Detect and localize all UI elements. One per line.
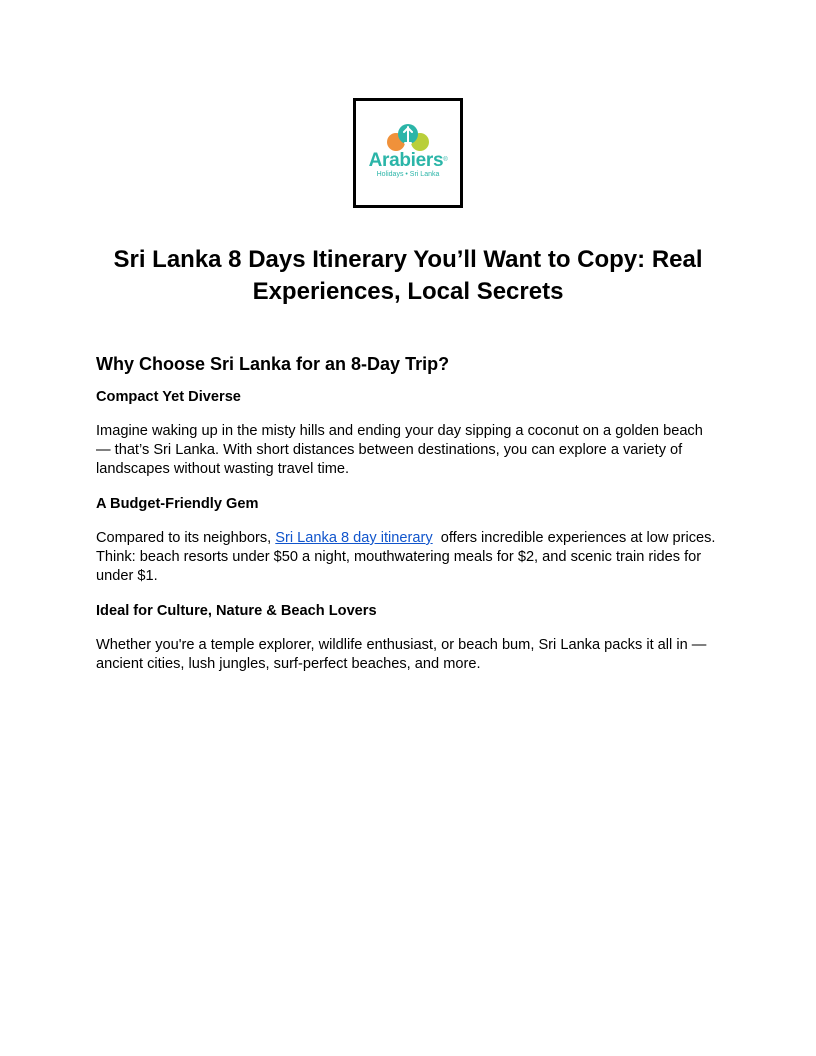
itinerary-link[interactable]: Sri Lanka 8 day itinerary <box>275 530 433 546</box>
logo-tagline: Holidays • Sri Lanka <box>376 171 440 178</box>
article-body <box>96 352 720 690</box>
arabiers-logo-icon <box>378 123 438 153</box>
paragraph-ideal: Whether you're a temple explorer, wildlife enthusiast, or beach bum, Sri Lanka packs it all in — ancient cities, lush jungles, surf-perfect beaches, and more. <box>96 637 707 672</box>
logo-brand-text: Arabiers <box>368 150 444 171</box>
logo-brand <box>369 151 448 170</box>
paragraph-budget-after: offers incredible experiences at low prices. Think: beach resorts under $50 a night, mouthwatering meals for $2, and scenic train rides for under $1. <box>96 530 720 584</box>
logo-registered: ® <box>443 157 448 163</box>
logo <box>353 98 463 208</box>
paragraph-compact: Imagine waking up in the misty hills and ending your day sipping a coconut on a golden beach — that’s Sri Lanka. With short distances between destinations, you can explore a variety of landscapes without wasting travel time. <box>96 423 703 477</box>
paragraph-budget <box>96 529 720 586</box>
paragraph-budget-before: Compared to its neighbors, <box>96 530 276 546</box>
subheading-ideal: Ideal for Culture, Nature & Beach Lovers <box>96 603 377 619</box>
page-title: Sri Lanka 8 Days Itinerary You’ll Want to Copy: Real Experiences, Local Secrets <box>113 246 703 305</box>
subheading-compact: Compact Yet Diverse <box>96 389 241 405</box>
section-heading: Why Choose Sri Lanka for an 8-Day Trip? <box>96 354 450 374</box>
subheading-budget: A Budget-Friendly Gem <box>96 496 259 512</box>
